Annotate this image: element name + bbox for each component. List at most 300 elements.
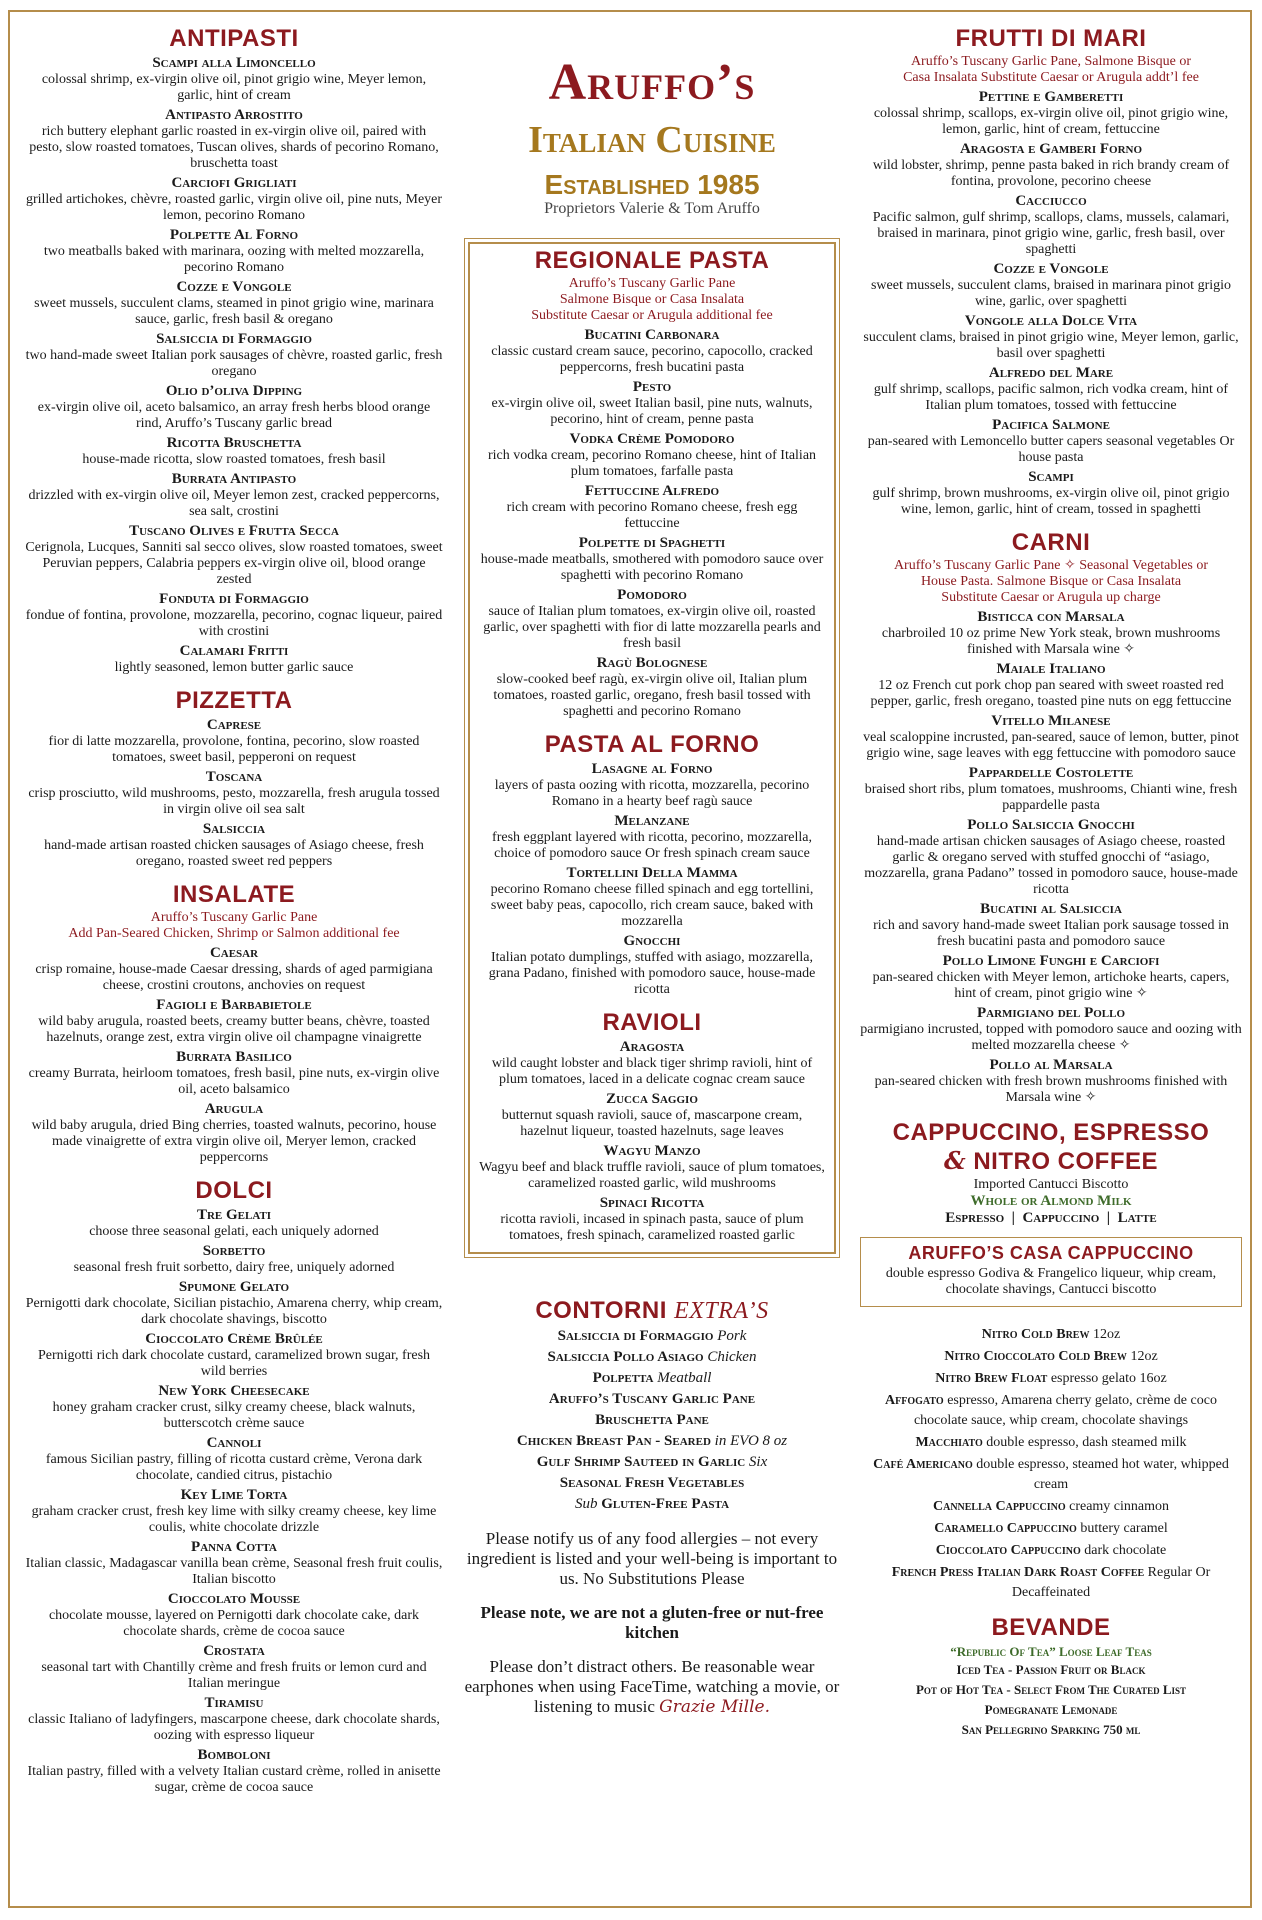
menu-item-name: Polpette di Spaghetti xyxy=(578,535,726,551)
menu-item-desc: ricotta ravioli, incased in spinach pasta, sauce of plum tomatoes, fresh spinach, caramelized roasted garlic xyxy=(500,1212,804,1243)
menu-item-desc: colossal shrimp, ex-virgin olive oil, pinot grigio wine, Meyer lemon, garlic, hint of cream xyxy=(41,72,427,103)
menu-item xyxy=(24,591,444,640)
menu-item xyxy=(24,1049,444,1098)
contorni-extra: EXTRA’S xyxy=(674,1298,769,1324)
alforno-heading: PASTA AL FORNO xyxy=(544,731,760,758)
contorni-item-name: Aruffo’s Tuscany Garlic Pane xyxy=(548,1391,756,1407)
drinks-list xyxy=(860,1325,1242,1603)
menu-item-name: Ragù Bolognese xyxy=(596,655,708,671)
menu-item xyxy=(478,761,826,810)
menu-item-desc: house-made ricotta, slow roasted tomatoes, fresh basil xyxy=(82,452,386,467)
menu-item-desc: pan-seared chicken with Meyer lemon, artichoke hearts, capers, hint of cream, pinot grigio wine ✧ xyxy=(872,970,1230,1001)
menu-item-name: Caprese xyxy=(206,717,262,733)
menu-item-name: New York Cheesecake xyxy=(158,1383,310,1399)
menu-item-desc: lightly seasoned, lemon butter garlic sauce xyxy=(114,660,354,675)
menu-item-name: Zucca Saggio xyxy=(606,1091,698,1107)
regionale-sub-1: Aruffo’s Tuscany Garlic Pane xyxy=(568,276,736,291)
coffee-heading-1: CAPPUCCINO, ESPRESSO xyxy=(892,1119,1210,1146)
menu-item xyxy=(24,1331,444,1380)
menu-item-desc: sauce of Italian plum tomatoes, ex-virgin olive oil, roasted garlic, over spaghetti with fior di latte mozzarella pearls and fresh basil xyxy=(483,604,821,651)
menu-item-name: Parmigiano del Pollo xyxy=(976,1005,1126,1021)
menu-item xyxy=(24,717,444,766)
menu-item-name: Lasagne al Forno xyxy=(591,761,713,777)
drink-item xyxy=(860,1497,1242,1517)
menu-item xyxy=(860,365,1242,414)
menu-item-name: Vongole alla Dolce Vita xyxy=(964,313,1138,329)
menu-item xyxy=(478,1039,826,1088)
menu-item-name: Aragosta xyxy=(619,1039,685,1055)
drink-name: Caramello Cappuccino xyxy=(934,1521,1077,1536)
menu-item xyxy=(860,713,1242,762)
drink-item xyxy=(860,1347,1242,1367)
menu-item-name: Bucatini al Salsiccia xyxy=(980,901,1122,917)
menu-item-desc: succulent clams, braised in pinot grigio wine, Meyer lemon, garlic, basil over spaghetti xyxy=(863,330,1239,361)
contorni-item xyxy=(462,1410,842,1431)
contorni-item-name: Gluten-Free Pasta xyxy=(601,1496,730,1512)
menu-item-desc: rich and savory hand-made sweet Italian pork sausage tossed in fresh bucatini pasta and pomodoro sauce xyxy=(873,918,1229,949)
menu-item-desc: classic Italiano of ladyfingers, mascarpone cheese, dark chocolate shards, oozing with espresso liqueur xyxy=(28,1712,440,1743)
contorni-item xyxy=(462,1473,842,1494)
menu-item-name: Tre Gelati xyxy=(196,1207,272,1223)
menu-item xyxy=(24,1643,444,1692)
menu-item-desc: seasonal tart with Chantilly crème and fresh fruits or lemon curd and Italian meringue xyxy=(41,1660,427,1691)
menu-item xyxy=(478,587,826,652)
left-column xyxy=(24,26,444,1796)
menu-item xyxy=(24,1591,444,1640)
grazie-signature: Grazie Mille. xyxy=(659,1697,771,1717)
contorni-item xyxy=(462,1347,842,1368)
pizzetta-list xyxy=(24,717,444,870)
menu-item-name: Polpette Al Forno xyxy=(169,227,299,243)
frutti-list xyxy=(860,89,1242,518)
insalate-list xyxy=(24,945,444,1166)
menu-item-name: Tiramisu xyxy=(204,1695,264,1711)
menu-item xyxy=(860,141,1242,190)
casa-cappuccino-box xyxy=(860,1237,1242,1307)
menu-item xyxy=(24,1243,444,1276)
contorni-item-name: Chicken Breast Pan - Seared xyxy=(516,1433,711,1449)
regionale-heading: REGIONALE PASTA xyxy=(534,247,770,274)
espresso-row: Espresso | Cappuccino | Latte xyxy=(945,1210,1157,1226)
insalate-sub-1: Aruffo’s Tuscany Garlic Pane xyxy=(150,910,318,925)
alforno-list xyxy=(478,761,826,998)
contorni-heading xyxy=(462,1298,842,1324)
drink-name: Nitro Cold Brew xyxy=(981,1327,1090,1342)
menu-item-name: Gnocchi xyxy=(623,933,681,949)
menu-item xyxy=(478,655,826,720)
menu-item xyxy=(24,331,444,380)
menu-item-desc: pecorino Romano cheese filled spinach and egg tortellini, sweet baby peas, capocollo, rich cream sauce, baked with mozzarella xyxy=(490,882,814,929)
contorni-list xyxy=(462,1326,842,1515)
casa-cappuccino-title: ARUFFO’S CASA CAPPUCCINO xyxy=(908,1243,1194,1263)
antipasti-heading: ANTIPASTI xyxy=(169,25,299,52)
antipasti-list xyxy=(24,55,444,676)
coffee-heading-2 xyxy=(860,1148,1242,1175)
menu-item-name: Fettuccine Alfredo xyxy=(584,483,720,499)
contorni-item-name: Bruschetta Pane xyxy=(595,1412,709,1428)
menu-item-desc: rich cream with pecorino Romano cheese, fresh egg fettuccine xyxy=(506,500,798,531)
middle-column xyxy=(462,12,842,1717)
menu-item xyxy=(860,661,1242,710)
menu-item-name: Cioccolato Mousse xyxy=(167,1591,301,1607)
menu-item xyxy=(24,107,444,172)
drink-item xyxy=(860,1519,1242,1539)
menu-item-desc: crisp prosciutto, wild mushrooms, pesto, mozzarella, fresh arugula tossed in virgin olive oil sea salt xyxy=(28,786,440,817)
cuisine-title: Italian Cuisine xyxy=(528,119,776,161)
menu-item-desc: Wagyu beef and black truffle ravioli, sauce of plum tomatoes, caramelized roasted garlic, wild mushrooms xyxy=(479,1160,825,1191)
menu-item-desc: colossal shrimp, scallops, ex-virgin olive oil, pinot grigio wine, lemon, garlic, hint of cream, fettuccine xyxy=(873,106,1229,137)
menu-item xyxy=(860,417,1242,466)
drink-item xyxy=(860,1541,1242,1561)
drink-item xyxy=(860,1563,1242,1603)
menu-item xyxy=(860,765,1242,814)
menu-item xyxy=(860,193,1242,258)
dolci-heading: DOLCI xyxy=(195,1177,273,1204)
menu-item-desc: Cerignola, Lucques, Sanniti sal secco olives, slow roasted tomatoes, sweet Peruvian peppers, Calabria peppers ex-virgin olive oil, blood orange zested xyxy=(25,540,443,587)
menu-item-desc: fondue of fontina, provolone, mozzarella, pecorino, cognac liqueur, paired with crostini xyxy=(25,608,443,639)
menu-item-name: Melanzane xyxy=(614,813,690,829)
drink-name: French Press Italian Dark Roast Coffee xyxy=(891,1565,1145,1580)
menu-item-desc: gulf shrimp, scallops, pacific salmon, rich vodka cream, hint of Italian plum tomatoes, tossed with fettuccine xyxy=(873,382,1229,413)
menu-item-name: Salsiccia xyxy=(202,821,266,837)
menu-item-name: Panna Cotta xyxy=(191,1539,277,1555)
menu-item-name: Scampi xyxy=(1028,469,1074,485)
menu-item-name: Tortellini Della Mamma xyxy=(566,865,738,881)
menu-item-name: Bisticca con Marsala xyxy=(977,609,1125,625)
menu-item-desc: Pernigotti rich dark chocolate custard, caramelized brown sugar, fresh wild berries xyxy=(37,1348,431,1379)
menu-item-name: Pappardelle Costolette xyxy=(968,765,1134,781)
menu-item-name: Cozze e Vongole xyxy=(176,279,292,295)
menu-item xyxy=(24,435,444,468)
distract-text: Please don’t distract others. Be reasonable wear earphones when using FaceTime, watching a movie, or listening to music xyxy=(464,1657,840,1716)
menu-item-desc: Pacific salmon, gulf shrimp, scallops, clams, mussels, calamari, braised in marinara, pinot grigio wine, garlic, fresh basil, over spaghetti xyxy=(872,210,1230,257)
menu-item xyxy=(478,379,826,428)
menu-item-desc: house-made meatballs, smothered with pomodoro sauce over spaghetti with pecorino Romano xyxy=(480,552,824,583)
contorni-item-name: Seasonal Fresh Vegetables xyxy=(559,1475,745,1491)
menu-item xyxy=(24,383,444,432)
menu-item-desc: sweet mussels, succulent clams, braised in marinara pinot grigio wine, garlic, over spaghetti xyxy=(870,278,1232,309)
contorni-item-note: in EVO 8 oz xyxy=(714,1433,788,1449)
regionale-sub-3: Substitute Caesar or Arugula additional fee xyxy=(531,308,773,323)
menu-item-name: Spinaci Ricotta xyxy=(599,1195,705,1211)
menu-item xyxy=(24,1435,444,1484)
menu-item-name: Caesar xyxy=(209,945,259,961)
ravioli-list xyxy=(478,1039,826,1244)
menu-item-desc: ex-virgin olive oil, aceto balsamico, an array fresh herbs blood orange rind, Aruffo’s Tuscany garlic bread xyxy=(37,400,431,431)
menu-item-name: Pomodoro xyxy=(617,587,687,603)
drink-desc: dark chocolate xyxy=(1084,1543,1167,1558)
menu-item-name: Bucatini Carbonara xyxy=(584,327,720,343)
menu-item xyxy=(24,1695,444,1744)
pasta-frame xyxy=(468,242,836,1254)
insalate-sub-2: Add Pan-Seared Chicken, Shrimp or Salmon additional fee xyxy=(68,926,400,941)
carni-heading: CARNI xyxy=(1011,529,1091,556)
menu-item-name: Vodka Crème Pomodoro xyxy=(569,431,735,447)
menu-item-desc: seasonal fresh fruit sorbetto, dairy free, uniquely adorned xyxy=(73,1260,395,1275)
drink-item xyxy=(860,1455,1242,1495)
contorni-item xyxy=(462,1431,842,1452)
menu-item-desc: 12 oz French cut pork chop pan seared with sweet roasted red pepper, garlic, fresh oregano, toasted pine nuts on egg fettuccine xyxy=(870,678,1232,709)
menu-item-name: Pollo Limone Funghi e Carciofi xyxy=(942,953,1160,969)
menu-item xyxy=(860,1057,1242,1106)
menu-item-name: Pesto xyxy=(632,379,672,395)
menu-item-desc: choose three seasonal gelati, each uniquely adorned xyxy=(89,1224,379,1239)
milk-line: Whole or Almond Milk xyxy=(970,1193,1132,1209)
menu-item-desc: slow-cooked beef ragù, ex-virgin olive oil, Italian plum tomatoes, roasted garlic, oregano, fresh basil tossed with spaghetti and pecorino Romano xyxy=(493,672,811,719)
bevande-item: Pot of Hot Tea - Select From The Curated List xyxy=(915,1682,1187,1697)
espresso-label: Espresso xyxy=(945,1210,1005,1226)
contorni-item xyxy=(462,1452,842,1473)
menu-item-name: Fonduta di Formaggio xyxy=(159,591,309,607)
menu-item-desc: layers of pasta oozing with ricotta, mozzarella, pecorino Romano in a hearty beef ragù sauce xyxy=(494,778,810,809)
regionale-list xyxy=(478,327,826,720)
drink-name: Nitro Brew Float xyxy=(935,1371,1048,1386)
menu-item xyxy=(24,821,444,870)
menu-item-desc: pan-seared with Lemoncello butter capers seasonal vegetables Or house pasta xyxy=(867,434,1235,465)
menu-item-name: Tuscano Olives e Frutta Secca xyxy=(129,523,339,539)
menu-item xyxy=(478,483,826,532)
menu-item-name: Carciofi Grigliati xyxy=(171,175,297,191)
drink-name: Affogato xyxy=(885,1393,944,1408)
menu-item-desc: creamy Burrata, heirloom tomatoes, fresh basil, pine nuts, ex-virgin olive oil, aceto balsamico xyxy=(28,1066,440,1097)
menu-item xyxy=(24,471,444,520)
contorni-item-note: Chicken xyxy=(707,1349,757,1365)
drink-desc: double espresso, steamed hot water, whipped cream xyxy=(976,1457,1229,1492)
menu-item xyxy=(24,523,444,588)
menu-item-name: Maiale Italiano xyxy=(996,661,1106,677)
menu-item xyxy=(24,643,444,676)
carni-list xyxy=(860,609,1242,1106)
menu-item xyxy=(478,1143,826,1192)
menu-item-name: Antipasto Arrostito xyxy=(165,107,303,123)
drink-item xyxy=(860,1369,1242,1389)
contorni-item xyxy=(462,1389,842,1410)
menu-item xyxy=(478,933,826,998)
drink-name: Cannella Cappuccino xyxy=(932,1499,1066,1514)
menu-item-name: Calamari Fritti xyxy=(179,643,289,659)
menu-item xyxy=(24,1487,444,1536)
menu-item-desc: hand-made artisan roasted chicken sausages of Asiago cheese, fresh oregano, roasted sweet red peppers xyxy=(44,838,424,869)
menu-item-name: Toscana xyxy=(205,769,263,785)
menu-item-desc: wild baby arugula, dried Bing cherries, toasted walnuts, pecorino, house made vinaigrette of extra virgin olive oil, Meryer lemon, cracked peppercorns xyxy=(31,1118,437,1165)
menu-item-name: Cacciucco xyxy=(1015,193,1087,209)
dolci-list xyxy=(24,1207,444,1796)
gluten-notice: Please note, we are not a gluten-free or nut-free kitchen xyxy=(480,1603,824,1642)
contorni-item-name: Gulf Shrimp Sauteed in Garlic xyxy=(536,1454,746,1470)
drink-name: Macchiato xyxy=(915,1435,983,1450)
menu-item-name: Burrata Basilico xyxy=(176,1049,292,1065)
carni-sub-3: Substitute Caesar or Arugula up charge xyxy=(941,590,1161,605)
menu-item xyxy=(24,1279,444,1328)
menu-item xyxy=(24,1207,444,1240)
menu-item-name: Salsiccia di Formaggio xyxy=(156,331,312,347)
menu-item xyxy=(24,1747,444,1796)
drink-desc: espresso gelato 16oz xyxy=(1050,1371,1167,1386)
menu-item xyxy=(24,175,444,224)
drink-name: Nitro Cioccolato Cold Brew xyxy=(944,1349,1127,1364)
menu-item xyxy=(860,817,1242,898)
carni-sub-1: Aruffo’s Tuscany Garlic Pane ✧ Seasonal Vegetables or xyxy=(893,558,1209,573)
contorni-item-name: Polpetta xyxy=(592,1370,654,1386)
bevande-item: Pomegranate Lemonade xyxy=(984,1702,1118,1717)
menu-item-name: Burrata Antipasto xyxy=(171,471,297,487)
frutti-sub-2: Casa Insalata Substitute Caesar or Arugula addt’l fee xyxy=(903,70,1199,85)
menu-item xyxy=(478,327,826,376)
menu-item-desc: chocolate mousse, layered on Pernigotti dark chocolate cake, dark chocolate shards, crème de cocoa sauce xyxy=(48,1608,420,1639)
menu-item-name: Spumone Gelato xyxy=(178,1279,290,1295)
bevande-item: San Pellegrino Sparking 750 ml xyxy=(961,1722,1141,1737)
menu-item-desc: Italian potato dumplings, stuffed with asiago, mozzarella, grana Padano, finished with pomodoro sauce, house-made ricotta xyxy=(488,950,816,997)
menu-item-name: Pollo al Marsala xyxy=(989,1057,1113,1073)
latte-label: Latte xyxy=(1117,1210,1157,1226)
menu-item-desc: crisp romaine, house-made Caesar dressing, shards of aged parmigiana cheese, crostini croutons, anchovies on request xyxy=(35,962,433,993)
carni-sub-2: House Pasta. Salmone Bisque or Casa Insalata xyxy=(920,574,1182,589)
menu-item-name: Ricotta Bruschetta xyxy=(166,435,302,451)
menu-item-desc: gulf shrimp, brown mushrooms, ex-virgin olive oil, pinot grigio wine, lemon, garlic, hint of cream, tossed in spaghetti xyxy=(872,486,1230,517)
menu-item xyxy=(24,227,444,276)
drink-desc: creamy cinnamon xyxy=(1069,1499,1170,1514)
insalate-heading: INSALATE xyxy=(172,881,296,908)
menu-item xyxy=(478,535,826,584)
contorni-item-name: Salsiccia Pollo Asiago xyxy=(547,1349,704,1365)
contorni-item xyxy=(462,1326,842,1347)
contorni-item-note: Meatball xyxy=(657,1370,712,1386)
frutti-sub-1: Aruffo’s Tuscany Garlic Pane, Salmone Bisque or xyxy=(910,54,1192,69)
menu-item-desc: Italian pastry, filled with a velvety Italian custard crème, rolled in anisette sugar, crème de cocoa sauce xyxy=(27,1764,441,1795)
menu-item-name: Fagioli e Barbabietole xyxy=(156,997,312,1013)
menu-item-desc: pan-seared chicken with fresh brown mushrooms finished with Marsala wine ✧ xyxy=(874,1074,1228,1105)
menu-item-desc: wild lobster, shrimp, penne pasta baked in rich brandy cream of fontina, provolone, pecorino cheese xyxy=(872,158,1230,189)
menu-item xyxy=(860,313,1242,362)
menu-item xyxy=(24,945,444,994)
menu-item-desc: rich buttery elephant garlic roasted in ex-virgin olive oil, paired with pesto, slow roasted tomatoes, Tuscan olives, shards of pecorino Romano, bruschetta toast xyxy=(29,124,439,171)
menu-item xyxy=(478,1091,826,1140)
menu-item-desc: Italian classic, Madagascar vanilla bean crème, Seasonal fresh fruit coulis, Italian biscotto xyxy=(25,1556,443,1587)
menu-item-name: Pollo Salsiccia Gnocchi xyxy=(967,817,1135,833)
coffee-ampersand: & xyxy=(943,1146,967,1175)
menu-item xyxy=(24,55,444,104)
menu-item xyxy=(24,997,444,1046)
menu-item xyxy=(24,279,444,328)
menu-item-desc: Pernigotti dark chocolate, Sicilian pistachio, Amarena cherry, whip cream, dark chocolate shavings, biscotto xyxy=(25,1296,443,1327)
menu-item-name: Cannoli xyxy=(206,1435,262,1451)
menu-item-desc: braised short ribs, plum tomatoes, mushrooms, Chianti wine, fresh pappardelle pasta xyxy=(864,782,1238,813)
menu-item xyxy=(860,89,1242,138)
teas-line: “Republic Of Tea” Loose Leaf Teas xyxy=(950,1644,1152,1659)
coffee-title-2: NITRO COFFEE xyxy=(973,1148,1158,1175)
menu-item xyxy=(860,261,1242,310)
bevande-item: Iced Tea - Passion Fruit or Black xyxy=(956,1662,1146,1677)
contorni-title: CONTORNI xyxy=(535,1297,667,1324)
menu-item-desc: sweet mussels, succulent clams, steamed in pinot grigio wine, marinara sauce, garlic, fresh basil & oregano xyxy=(34,296,434,327)
menu-item-desc: fresh eggplant layered with ricotta, pecorino, mozzarella, choice of pomodoro sauce Or fresh spinach cream sauce xyxy=(492,830,812,861)
menu-item-name: Key Lime Torta xyxy=(180,1487,288,1503)
distract-notice xyxy=(462,1657,842,1717)
menu-item-desc: honey graham cracker crust, silky creamy cheese, black walnuts, butterscotch crème sauce xyxy=(52,1400,416,1431)
menu-item-desc: two hand-made sweet Italian pork sausages of chèvre, roasted garlic, fresh oregano xyxy=(25,348,443,379)
menu-item-desc: classic custard cream sauce, pecorino, capocollo, cracked peppercorns, fresh bucatini pasta xyxy=(491,344,813,375)
menu-item-name: Vitello Milanese xyxy=(991,713,1111,729)
menu-item-desc: charbroiled 10 oz prime New York steak, brown mushrooms finished with Marsala wine ✧ xyxy=(881,626,1221,657)
pizzetta-heading: PIZZETTA xyxy=(175,687,293,714)
menu-item xyxy=(478,813,826,862)
frutti-heading: FRUTTI DI MARI xyxy=(955,25,1147,52)
drink-desc: espresso, Amarena cherry gelato, crème de coco chocolate sauce, whip cream, chocolate shavings xyxy=(913,1393,1217,1428)
menu-item xyxy=(860,901,1242,950)
menu-item-name: Scampi alla Limoncello xyxy=(152,55,316,71)
contorni-item xyxy=(462,1494,842,1515)
drink-item xyxy=(860,1433,1242,1453)
menu-item xyxy=(24,1539,444,1588)
menu-item xyxy=(860,469,1242,518)
menu-item-name: Arugula xyxy=(204,1101,264,1117)
menu-item-name: Olio d’oliva Dipping xyxy=(165,383,303,399)
menu-item xyxy=(478,1195,826,1244)
menu-item-name: Pettine e Gamberetti xyxy=(978,89,1124,105)
menu-item-desc: two meatballs baked with marinara, oozing with melted mozzarella, pecorino Romano xyxy=(43,244,425,275)
menu-item-name: Cozze e Vongole xyxy=(993,261,1109,277)
menu-item xyxy=(478,431,826,480)
casa-cappuccino-desc: double espresso Godiva & Frangelico liqueur, whip cream, chocolate shavings, Cantucci biscotto xyxy=(885,1266,1217,1297)
menu-item xyxy=(24,1101,444,1166)
contorni-item xyxy=(462,1368,842,1389)
drink-item xyxy=(860,1325,1242,1345)
bevande-heading: BEVANDE xyxy=(991,1614,1111,1641)
menu-item-name: Crostata xyxy=(203,1643,265,1659)
right-column xyxy=(860,26,1242,1740)
restaurant-name: Aruffo’s xyxy=(548,54,756,111)
contorni-item-note: Pork xyxy=(717,1328,747,1344)
menu-item-name: Cioccolato Crème Brûlée xyxy=(145,1331,323,1347)
menu-item-name: Sorbetto xyxy=(202,1243,266,1259)
drink-item xyxy=(860,1391,1242,1431)
menu-item xyxy=(478,865,826,930)
menu-item xyxy=(860,609,1242,658)
menu-page xyxy=(8,10,1252,1908)
menu-item-desc: graham cracker crust, fresh key lime with silky creamy cheese, key lime coulis, white chocolate drizzle xyxy=(31,1504,437,1535)
menu-item-desc: famous Sicilian pastry, filling of ricotta custard crème, Verona dark chocolate, candied citrus, pistachio xyxy=(45,1452,423,1483)
menu-item-desc: wild baby arugula, roasted beets, creamy butter beans, chèvre, toasted hazelnuts, orange zest, extra virgin olive oil champagne vinaigrette xyxy=(38,1014,430,1045)
menu-item-desc: rich vodka cream, pecorino Romano cheese, hint of Italian plum tomatoes, farfalle pasta xyxy=(487,448,817,479)
contorni-item-note: Six xyxy=(748,1454,768,1470)
menu-item-desc: drizzled with ex-virgin olive oil, Meyer lemon zest, cracked peppercorns, sea salt, crostini xyxy=(28,488,440,519)
biscotto-line: Imported Cantucci Biscotto xyxy=(973,1177,1129,1192)
menu-item xyxy=(24,1383,444,1432)
contorni-item-name: Salsiccia di Formaggio xyxy=(557,1328,714,1344)
drink-desc: 12oz xyxy=(1092,1327,1121,1342)
menu-item-desc: hand-made artisan chicken sausages of Asiago cheese, roasted garlic & oregano served with stuffed gnocchi of “asiago, mozzarella, grana Padano” tossed in pomodoro sauce, house-made ricotta xyxy=(864,834,1238,897)
drink-desc: Regular Or Decaffeinated xyxy=(1011,1565,1211,1600)
menu-item-name: Alfredo del Mare xyxy=(988,365,1114,381)
drink-desc: 12oz xyxy=(1130,1349,1158,1364)
ravioli-heading: RAVIOLI xyxy=(602,1009,702,1036)
menu-item-desc: veal scaloppine incrusted, pan-seared, sauce of lemon, butter, pinot grigio wine, sage leaves with egg fettuccine with pomodoro sauce xyxy=(863,730,1239,761)
allergy-notice: Please notify us of any food allergies – not every ingredient is listed and your well-being is important to us. No Substitutions Please xyxy=(466,1529,838,1588)
menu-item-name: Pacifica Salmone xyxy=(992,417,1110,433)
menu-item xyxy=(860,1005,1242,1054)
menu-item-name: Aragosta e Gamberi Forno xyxy=(959,141,1143,157)
drink-name: Cioccolato Cappuccino xyxy=(935,1543,1081,1558)
proprietors-line: Proprietors Valerie & Tom Aruffo xyxy=(544,200,760,217)
menu-item-desc: parmigiano incrusted, topped with pomodoro sauce and oozing with melted mozzarella cheese ✧ xyxy=(860,1022,1242,1053)
regionale-sub-2: Salmone Bisque or Casa Insalata xyxy=(559,292,745,307)
established-line: Established 1985 xyxy=(544,169,760,200)
drink-desc: buttery caramel xyxy=(1080,1521,1168,1536)
drink-name: Café Americano xyxy=(873,1457,973,1472)
drink-desc: double espresso, dash steamed milk xyxy=(986,1435,1187,1450)
menu-item-name: Wagyu Manzo xyxy=(603,1143,701,1159)
menu-item-desc: fior di latte mozzarella, provolone, fontina, pecorino, slow roasted tomatoes, sweet basil, pepperoni on request xyxy=(48,734,420,765)
